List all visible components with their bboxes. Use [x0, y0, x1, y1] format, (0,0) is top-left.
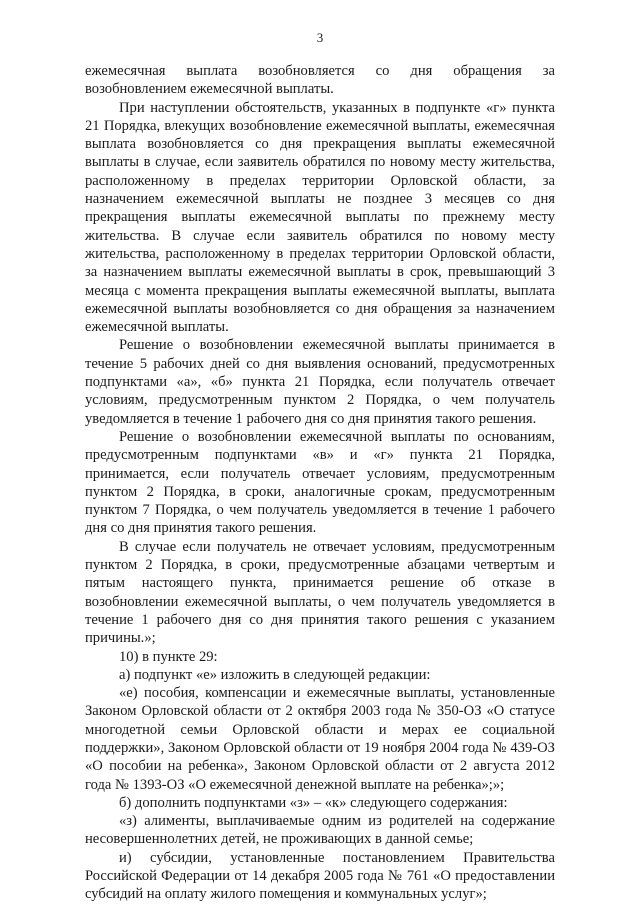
paragraph: В случае если получатель не отвечает условиям, предусмотренным пунктом 2 Порядка, в сроки, предусмотренные абзацами четвертым и пятым настоящего пункта, принимается решение об отказе в возобновлении ежемесячной выплаты, о чем получатель уведомляется в течение 1 рабочего дня со дня принятия такого решения с указанием причины.»; [85, 538, 555, 647]
paragraph: Решение о возобновлении ежемесячной выплаты принимается в течение 5 рабочих дней со дня выявления оснований, предусмотренных подпунктами «а», «б» пункта 21 Порядка, если получатель отвечает условиям, предусмотренным пунктом 2 Порядка, о чем получатель уведомляется в течение 1 рабочего дня со дня принятия такого решения. [85, 337, 555, 427]
paragraph: б) дополнить подпунктами «з» – «к» следующего содержания: [119, 794, 508, 811]
document-body [85, 62, 555, 904]
paragraph: и) субсидии, установленные постановлением Правительства Российской Федерации от 14 декабря 2005 года № 761 «О предоставлении субсидий на оплату жилого помещения и коммунальных услуг»; [85, 849, 555, 903]
paragraph: Решение о возобновлении ежемесячной выплаты по основаниям, предусмотренным подпунктами «в» и «г» пункта 21 Порядка, принимается, если получатель отвечает условиям, предусмотренным пунктом 2 Порядка, в сроки, аналогичные срокам, предусмотренным пунктом 7 Порядка, о чем получатель уведомляется в течение 1 рабочего дня со дня принятия такого решения. [85, 428, 555, 537]
paragraph: «е) пособия, компенсации и ежемесячные выплаты, установленные Законом Орловской области от 2 октября 2003 года № 350-ОЗ «О статусе многодетной семьи Орловской области и мерах ее социальной поддержки», Законом Орловской области от 19 ноября 2004 года № 439-ОЗ «О пособии на ребенка», Законом Орловской области от 2 августа 2012 года № 1393-ОЗ «О ежемесячной денежной выплате на ребенка»;»; [85, 685, 555, 793]
paragraph: 10) в пункте 29: [119, 648, 218, 665]
paragraph: ежемесячная выплата возобновляется со дня обращения за возобновлением ежемесячной выплаты. [85, 63, 555, 98]
page-number: 3 [316, 30, 324, 45]
paragraph: а) подпункт «е» изложить в следующей редакции: [119, 666, 431, 683]
paragraph: «з) алименты, выплачиваемые одним из родителей на содержание несовершеннолетних детей, не проживающих в данной семье; [85, 813, 555, 848]
paragraph: При наступлении обстоятельств, указанных в подпункте «г» пункта 21 Порядка, влекущих возобновление ежемесячной выплаты, ежемесячная выплата возобновляется со дня прекращения выплаты ежемесячной выплаты в случае, если заявитель обратился по новому месту жительства, расположенному в пределах территории Орловской области, за назначением ежемесячной выплаты не позднее 3 месяцев со дня прекращения выплаты ежемесячной выплаты по прежнему месту жительства. В случае если заявитель обратился по новому месту жительства, расположенному в пределах территории Орловской области, за назначением выплаты ежемесячной выплаты в срок, превышающий 3 месяца с момента прекращения выплаты ежемесячной выплаты, выплата ежемесячной выплаты возобновляется со дня обращения за назначением ежемесячной выплаты. [85, 99, 555, 336]
